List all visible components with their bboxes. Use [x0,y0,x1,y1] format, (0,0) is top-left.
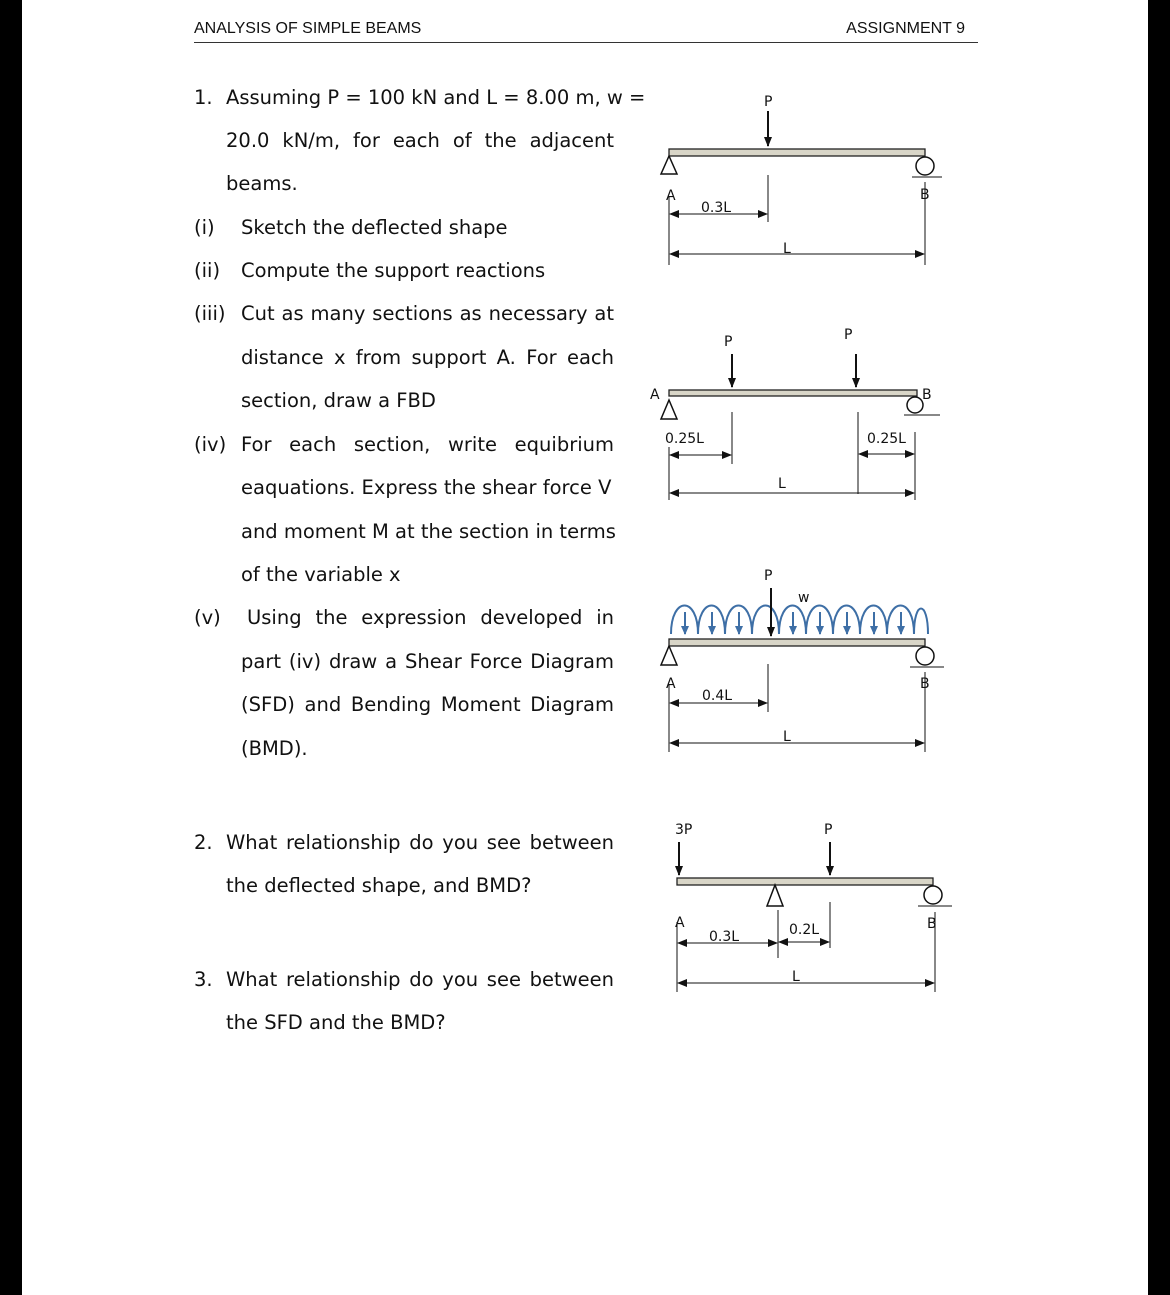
figure-2-two-point-loads [650,327,940,500]
part-label: (v) [194,606,221,629]
part-line: Cut as many sections as necessary at [241,302,614,325]
dimension-label: L [783,729,791,745]
part-line: Using the expression developed in [247,606,614,629]
dimension-label: 0.2L [789,922,820,938]
header-assignment: ASSIGNMENT 9 [846,20,965,37]
roller-support-icon [924,886,942,904]
pin-support-icon [661,646,677,665]
part-line: Sketch the deflected shape [241,216,508,239]
q2-number: 2. [194,831,213,854]
beam [677,878,933,885]
part-line: part (iv) draw a Shear Force Diagram [241,650,614,673]
pin-support-icon [661,400,677,419]
load-label: P [824,822,833,838]
distributed-load-label: w [798,590,810,606]
beam [669,390,917,396]
figure-4-overhanging-beam [675,822,952,992]
load-label: P [724,334,733,350]
part-label: (iv) [194,433,227,456]
dimension-label: 0.25L [665,431,704,447]
support-b-label: B [920,187,930,203]
load-label: 3P [675,822,693,838]
dimension-label: L [792,969,800,985]
header-title: ANALYSIS OF SIMPLE BEAMS [194,20,422,37]
dimension-label: 0.4L [702,688,733,704]
part-line: distance x from support A. For each [241,346,614,369]
dimension-label: L [783,241,791,257]
q3-line: the SFD and the BMD? [226,1011,446,1034]
support-a-label: A [650,387,660,403]
support-a-label: A [666,188,676,204]
part-label: (ii) [194,259,221,282]
part-line: Compute the support reactions [241,259,546,282]
part-line: eaquations. Express the shear force V [241,476,612,499]
part-label: (i) [194,216,215,239]
dimension-label: 0.3L [701,200,732,216]
pin-support-icon [661,156,677,174]
q1-number: 1. [194,86,213,109]
pin-support-icon [767,885,783,906]
figure-1-simply-supported-point-load [661,94,942,265]
load-label: P [764,94,773,110]
q2-line: What relationship do you see between [226,831,614,854]
support-b-label: B [920,676,930,692]
part-line: (SFD) and Bending Moment Diagram [241,693,614,716]
q3-number: 3. [194,968,213,991]
beam [669,149,925,156]
q1-line: Assuming P = 100 kN and L = 8.00 m, w = [226,86,646,109]
part-line: of the variable x [241,563,401,586]
part-line: For each section, write equibrium [241,433,614,456]
q1-line: 20.0 kN/m, for each of the adjacent [226,129,614,152]
q2-line: the deflected shape, and BMD? [226,874,532,897]
figure-3-distributed-and-point-load [661,568,944,752]
part-line: (BMD). [241,737,308,760]
load-label: P [844,327,853,343]
dimension-label: 0.3L [709,929,740,945]
beam [669,639,925,646]
roller-support-icon [907,397,923,413]
dimension-label: 0.25L [867,431,906,447]
roller-support-icon [916,157,934,175]
dimension-label: L [778,476,786,492]
q3-line: What relationship do you see between [226,968,614,991]
roller-support-icon [916,647,934,665]
support-b-label: B [927,916,937,932]
part-line: section, draw a FBD [241,389,436,412]
load-label: P [764,568,773,584]
distributed-load-icon [671,606,928,635]
support-a-label: A [675,915,685,931]
part-label: (iii) [194,302,226,325]
support-b-label: B [922,387,932,403]
support-a-label: A [666,676,676,692]
part-line: and moment M at the section in terms [241,520,616,543]
q1-line: beams. [226,172,298,195]
